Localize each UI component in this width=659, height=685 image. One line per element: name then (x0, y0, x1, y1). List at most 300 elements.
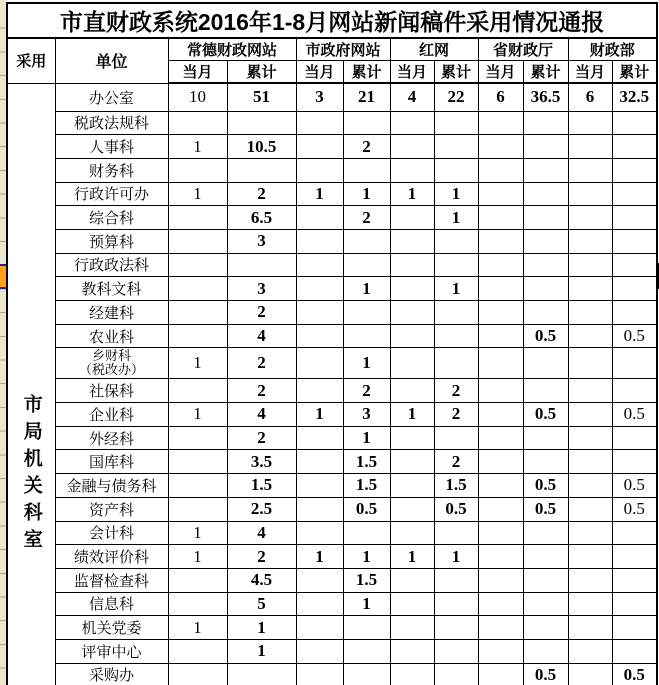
data-cell[interactable] (568, 663, 612, 685)
data-cell[interactable] (434, 229, 478, 253)
data-cell[interactable] (168, 206, 227, 230)
data-cell[interactable] (478, 182, 523, 206)
subheader-month[interactable]: 当月 (390, 61, 434, 84)
unit-cell[interactable]: 农业科 (55, 324, 168, 348)
data-cell[interactable] (612, 182, 657, 206)
data-cell[interactable] (478, 379, 523, 403)
data-cell[interactable] (523, 182, 568, 206)
column-header-unit[interactable]: 单位 (55, 38, 168, 83)
data-cell[interactable] (612, 639, 657, 663)
row-group-label: 市局机关科室 (20, 393, 42, 556)
data-cell[interactable] (390, 663, 434, 685)
data-cell[interactable] (478, 403, 523, 427)
data-cell[interactable]: 0.5 (612, 474, 657, 498)
data-cell[interactable] (390, 592, 434, 616)
unit-cell[interactable]: 办公室 (55, 83, 168, 111)
data-cell[interactable] (568, 229, 612, 253)
data-cell[interactable] (227, 253, 296, 277)
data-cell[interactable] (390, 324, 434, 348)
unit-cell[interactable]: 人事科 (55, 135, 168, 159)
data-cell[interactable] (478, 497, 523, 521)
data-cell[interactable] (523, 616, 568, 640)
data-cell[interactable] (390, 158, 434, 182)
data-cell[interactable] (168, 301, 227, 325)
data-cell[interactable] (434, 592, 478, 616)
data-cell[interactable] (296, 348, 343, 379)
data-cell[interactable] (168, 426, 227, 450)
data-cell[interactable] (478, 426, 523, 450)
data-cell[interactable]: 0.5 (612, 403, 657, 427)
data-cell[interactable] (296, 497, 343, 521)
data-cell[interactable] (523, 450, 568, 474)
data-cell[interactable] (568, 639, 612, 663)
data-cell[interactable] (434, 253, 478, 277)
data-cell[interactable] (296, 324, 343, 348)
unit-cell[interactable]: 采购办 (55, 663, 168, 685)
data-cell[interactable] (478, 616, 523, 640)
data-cell[interactable] (390, 521, 434, 545)
data-cell[interactable] (478, 450, 523, 474)
data-cell[interactable] (478, 229, 523, 253)
subheader-total[interactable]: 累计 (343, 61, 390, 84)
data-cell[interactable]: 2 (227, 426, 296, 450)
data-cell[interactable]: 0.5 (523, 497, 568, 521)
data-cell[interactable] (568, 497, 612, 521)
data-cell[interactable]: 6.5 (227, 206, 296, 230)
data-cell[interactable] (568, 301, 612, 325)
data-cell[interactable] (568, 277, 612, 301)
data-cell[interactable] (390, 277, 434, 301)
data-cell[interactable] (434, 301, 478, 325)
data-cell[interactable] (168, 592, 227, 616)
data-cell[interactable] (568, 450, 612, 474)
data-cell[interactable] (296, 277, 343, 301)
data-cell[interactable] (296, 253, 343, 277)
data-cell[interactable] (523, 592, 568, 616)
data-cell[interactable]: 4 (227, 324, 296, 348)
data-cell[interactable]: 1 (434, 206, 478, 230)
data-cell[interactable] (390, 253, 434, 277)
data-cell[interactable] (568, 403, 612, 427)
data-cell[interactable] (523, 426, 568, 450)
data-cell[interactable]: 21 (343, 83, 390, 111)
data-cell[interactable] (343, 663, 390, 685)
data-cell[interactable] (434, 158, 478, 182)
data-cell[interactable] (523, 229, 568, 253)
unit-cell[interactable]: 国库科 (55, 450, 168, 474)
data-cell[interactable] (296, 639, 343, 663)
data-cell[interactable] (434, 348, 478, 379)
data-cell[interactable] (227, 111, 296, 135)
unit-cell[interactable]: 监督检查科 (55, 568, 168, 592)
data-cell[interactable] (227, 158, 296, 182)
data-cell[interactable]: 0.5 (523, 474, 568, 498)
data-cell[interactable] (296, 592, 343, 616)
data-cell[interactable] (168, 111, 227, 135)
data-cell[interactable]: 1 (296, 545, 343, 569)
data-cell[interactable]: 0.5 (523, 663, 568, 685)
subheader-total[interactable]: 累计 (434, 61, 478, 84)
data-cell[interactable]: 3 (343, 403, 390, 427)
subheader-total[interactable]: 累计 (612, 61, 657, 84)
data-cell[interactable] (478, 111, 523, 135)
subheader-total[interactable]: 累计 (523, 61, 568, 84)
data-cell[interactable] (523, 379, 568, 403)
subheader-total[interactable]: 累计 (227, 61, 296, 84)
unit-cell[interactable]: 机关党委 (55, 616, 168, 640)
data-cell[interactable] (168, 474, 227, 498)
unit-cell[interactable]: 税政法规科 (55, 111, 168, 135)
table-row (7, 111, 657, 135)
data-cell[interactable] (612, 616, 657, 640)
data-cell[interactable] (296, 301, 343, 325)
data-cell[interactable] (296, 206, 343, 230)
data-cell[interactable] (523, 277, 568, 301)
data-cell[interactable] (568, 348, 612, 379)
group-header-provincial-finance-dept[interactable]: 省财政厅 (478, 38, 568, 61)
data-cell[interactable]: 10 (168, 83, 227, 111)
data-cell[interactable] (343, 301, 390, 325)
data-cell[interactable] (612, 111, 657, 135)
data-cell[interactable] (434, 639, 478, 663)
data-cell[interactable] (612, 521, 657, 545)
data-cell[interactable]: 0.5 (523, 324, 568, 348)
unit-cell[interactable]: 资产科 (55, 497, 168, 521)
data-cell[interactable] (612, 545, 657, 569)
group-header-ministry-of-finance[interactable]: 财政部 (568, 38, 657, 61)
unit-cell[interactable]: 信息科 (55, 592, 168, 616)
data-cell[interactable]: 6 (478, 83, 523, 111)
data-cell[interactable] (568, 182, 612, 206)
data-cell[interactable]: 2 (227, 379, 296, 403)
data-cell[interactable] (390, 474, 434, 498)
data-cell[interactable] (612, 301, 657, 325)
data-cell[interactable] (168, 229, 227, 253)
data-cell[interactable] (390, 229, 434, 253)
data-cell[interactable]: 2 (434, 403, 478, 427)
data-cell[interactable] (296, 135, 343, 159)
data-cell[interactable] (523, 521, 568, 545)
data-cell[interactable] (296, 111, 343, 135)
data-cell[interactable] (478, 253, 523, 277)
group-header-changde-finance-site[interactable]: 常德财政网站 (168, 38, 296, 61)
table-row (7, 158, 657, 182)
data-cell[interactable]: 1 (168, 182, 227, 206)
data-cell[interactable] (390, 426, 434, 450)
data-cell[interactable]: 1 (343, 592, 390, 616)
data-cell[interactable]: 1 (390, 182, 434, 206)
data-cell[interactable] (478, 206, 523, 230)
data-cell[interactable] (478, 324, 523, 348)
data-cell[interactable] (434, 663, 478, 685)
unit-cell[interactable]: 预算科 (55, 229, 168, 253)
data-cell[interactable] (343, 324, 390, 348)
data-cell[interactable] (343, 616, 390, 640)
data-cell[interactable]: 1 (168, 135, 227, 159)
data-cell[interactable] (434, 135, 478, 159)
data-cell[interactable] (168, 568, 227, 592)
data-cell[interactable]: 2 (434, 450, 478, 474)
data-cell[interactable] (168, 158, 227, 182)
data-cell[interactable]: 3 (227, 229, 296, 253)
subheader-month[interactable]: 当月 (296, 61, 343, 84)
data-cell[interactable] (612, 229, 657, 253)
data-cell[interactable] (168, 253, 227, 277)
data-cell[interactable]: 1 (296, 403, 343, 427)
data-cell[interactable] (343, 639, 390, 663)
data-cell[interactable] (523, 206, 568, 230)
unit-cell[interactable]: 外经科 (55, 426, 168, 450)
data-cell[interactable]: 2 (227, 348, 296, 379)
data-cell[interactable]: 51 (227, 83, 296, 111)
data-cell[interactable] (478, 663, 523, 685)
unit-cell[interactable]: 会计科 (55, 521, 168, 545)
data-cell[interactable]: 2.5 (227, 497, 296, 521)
data-cell[interactable] (612, 135, 657, 159)
data-cell[interactable] (296, 450, 343, 474)
data-cell[interactable] (168, 379, 227, 403)
data-cell[interactable]: 2 (227, 182, 296, 206)
data-cell[interactable]: 6 (568, 83, 612, 111)
data-cell[interactable] (390, 639, 434, 663)
data-cell[interactable] (523, 545, 568, 569)
data-cell[interactable] (343, 111, 390, 135)
row-group-cell[interactable] (7, 83, 55, 685)
data-cell[interactable] (568, 426, 612, 450)
report-table (6, 2, 658, 685)
subheader-month[interactable]: 当月 (478, 61, 523, 84)
data-cell[interactable] (568, 158, 612, 182)
data-cell[interactable]: 3.5 (227, 450, 296, 474)
data-cell[interactable]: 0.5 (612, 324, 657, 348)
data-cell[interactable] (478, 301, 523, 325)
data-cell[interactable] (390, 135, 434, 159)
data-cell[interactable] (568, 379, 612, 403)
data-cell[interactable]: 4 (227, 521, 296, 545)
unit-cell[interactable]: 金融与债务科 (55, 474, 168, 498)
data-cell[interactable]: 1 (390, 403, 434, 427)
data-cell[interactable]: 1 (390, 545, 434, 569)
data-cell[interactable]: 4 (390, 83, 434, 111)
data-cell[interactable] (568, 324, 612, 348)
data-cell[interactable]: 1 (434, 277, 478, 301)
data-cell[interactable] (612, 348, 657, 379)
data-cell[interactable]: 1 (168, 545, 227, 569)
data-cell[interactable]: 1.5 (434, 474, 478, 498)
data-cell[interactable]: 1 (343, 182, 390, 206)
data-cell[interactable]: 1.5 (343, 450, 390, 474)
data-cell[interactable] (568, 206, 612, 230)
data-cell[interactable]: 0.5 (612, 497, 657, 521)
data-cell[interactable] (568, 616, 612, 640)
data-cell[interactable] (523, 568, 568, 592)
data-cell[interactable] (612, 426, 657, 450)
column-header-adopted[interactable]: 采用 (7, 38, 55, 83)
data-cell[interactable] (568, 545, 612, 569)
data-cell[interactable] (168, 324, 227, 348)
data-cell[interactable] (390, 206, 434, 230)
data-cell[interactable]: 1.5 (343, 568, 390, 592)
data-cell[interactable] (390, 450, 434, 474)
data-cell[interactable] (612, 158, 657, 182)
data-cell[interactable]: 1 (168, 403, 227, 427)
data-cell[interactable] (168, 450, 227, 474)
data-cell[interactable]: 10.5 (227, 135, 296, 159)
data-cell[interactable]: 1 (227, 639, 296, 663)
subheader-month[interactable]: 当月 (168, 61, 227, 84)
data-cell[interactable] (296, 229, 343, 253)
data-cell[interactable]: 5 (227, 592, 296, 616)
data-cell[interactable] (296, 568, 343, 592)
data-cell[interactable] (168, 497, 227, 521)
data-cell[interactable] (296, 474, 343, 498)
data-cell[interactable] (568, 521, 612, 545)
data-cell[interactable] (390, 348, 434, 379)
data-cell[interactable] (390, 111, 434, 135)
data-cell[interactable] (343, 158, 390, 182)
data-cell[interactable] (390, 497, 434, 521)
data-cell[interactable] (478, 521, 523, 545)
data-cell[interactable] (478, 474, 523, 498)
table-row (7, 639, 657, 663)
data-cell[interactable] (478, 277, 523, 301)
data-cell[interactable] (478, 568, 523, 592)
data-cell[interactable] (612, 568, 657, 592)
data-cell[interactable] (612, 277, 657, 301)
data-cell[interactable] (523, 111, 568, 135)
data-cell[interactable] (523, 301, 568, 325)
data-cell[interactable] (523, 639, 568, 663)
data-cell[interactable]: 3 (296, 83, 343, 111)
data-cell[interactable] (568, 592, 612, 616)
unit-cell[interactable]: 教科文科 (55, 277, 168, 301)
data-cell[interactable] (478, 639, 523, 663)
data-cell[interactable] (478, 592, 523, 616)
data-cell[interactable]: 2 (343, 135, 390, 159)
unit-cell[interactable]: 乡财科 （税改办） (55, 348, 168, 379)
data-cell[interactable] (296, 426, 343, 450)
data-cell[interactable]: 32.5 (612, 83, 657, 111)
unit-cell[interactable]: 企业科 (55, 403, 168, 427)
data-cell[interactable] (478, 545, 523, 569)
data-cell[interactable]: 4.5 (227, 568, 296, 592)
subheader-month[interactable]: 当月 (568, 61, 612, 84)
data-cell[interactable] (612, 450, 657, 474)
data-cell[interactable]: 0.5 (523, 403, 568, 427)
data-cell[interactable] (296, 521, 343, 545)
data-cell[interactable]: 1 (343, 426, 390, 450)
data-cell[interactable]: 0.5 (434, 497, 478, 521)
data-cell[interactable] (296, 158, 343, 182)
data-cell[interactable] (523, 348, 568, 379)
table-row (7, 497, 657, 521)
data-cell[interactable] (168, 663, 227, 685)
data-cell[interactable]: 1 (343, 545, 390, 569)
table-row (7, 663, 657, 685)
data-cell[interactable] (168, 639, 227, 663)
data-cell[interactable] (612, 379, 657, 403)
data-cell[interactable]: 1 (434, 182, 478, 206)
data-cell[interactable] (434, 324, 478, 348)
data-cell[interactable] (434, 568, 478, 592)
data-cell[interactable] (434, 616, 478, 640)
data-cell[interactable] (523, 253, 568, 277)
data-cell[interactable]: 2 (227, 301, 296, 325)
unit-cell[interactable]: 综合科 (55, 206, 168, 230)
data-cell[interactable]: 4 (227, 403, 296, 427)
data-cell[interactable] (568, 474, 612, 498)
data-cell[interactable] (168, 277, 227, 301)
data-cell[interactable] (612, 253, 657, 277)
data-cell[interactable] (568, 568, 612, 592)
unit-cell[interactable]: 评审中心 (55, 639, 168, 663)
data-cell[interactable] (478, 135, 523, 159)
data-cell[interactable] (612, 206, 657, 230)
data-cell[interactable]: 2 (227, 545, 296, 569)
data-cell[interactable] (296, 379, 343, 403)
unit-cell[interactable]: 绩效评价科 (55, 545, 168, 569)
data-cell[interactable]: 1 (343, 277, 390, 301)
data-cell[interactable]: 1 (168, 348, 227, 379)
data-cell[interactable]: 1 (227, 616, 296, 640)
data-cell[interactable]: 1 (168, 616, 227, 640)
data-cell[interactable] (343, 253, 390, 277)
unit-cell[interactable]: 社保科 (55, 379, 168, 403)
data-cell[interactable]: 1 (343, 348, 390, 379)
unit-cell[interactable]: 行政政法科 (55, 253, 168, 277)
data-cell[interactable] (523, 158, 568, 182)
data-cell[interactable] (612, 592, 657, 616)
data-cell[interactable] (390, 301, 434, 325)
data-cell[interactable] (568, 253, 612, 277)
data-cell[interactable]: 22 (434, 83, 478, 111)
data-cell[interactable]: 2 (343, 206, 390, 230)
data-cell[interactable]: 0.5 (612, 663, 657, 685)
data-cell[interactable] (343, 521, 390, 545)
data-cell[interactable] (434, 426, 478, 450)
data-cell[interactable] (523, 135, 568, 159)
data-cell[interactable]: 2 (343, 379, 390, 403)
group-header-rednet[interactable]: 红网 (390, 38, 478, 61)
data-cell[interactable] (434, 111, 478, 135)
data-cell[interactable] (478, 158, 523, 182)
data-cell[interactable] (434, 521, 478, 545)
data-cell[interactable]: 3 (227, 277, 296, 301)
data-cell[interactable] (478, 348, 523, 379)
data-cell[interactable] (568, 135, 612, 159)
unit-cell[interactable]: 财务科 (55, 158, 168, 182)
data-cell[interactable] (390, 379, 434, 403)
data-cell[interactable] (227, 663, 296, 685)
data-cell[interactable] (568, 111, 612, 135)
data-cell[interactable]: 2 (434, 379, 478, 403)
data-cell[interactable]: 1 (168, 521, 227, 545)
data-cell[interactable] (296, 663, 343, 685)
data-cell[interactable]: 0.5 (343, 497, 390, 521)
data-cell[interactable]: 1 (296, 182, 343, 206)
data-cell[interactable] (296, 616, 343, 640)
data-cell[interactable]: 1.5 (343, 474, 390, 498)
unit-cell[interactable]: 行政许可办 (55, 182, 168, 206)
data-cell[interactable] (390, 616, 434, 640)
data-cell[interactable]: 1.5 (227, 474, 296, 498)
data-cell[interactable]: 1 (434, 545, 478, 569)
data-cell[interactable] (390, 568, 434, 592)
unit-cell[interactable]: 经建科 (55, 301, 168, 325)
group-header-city-gov-site[interactable]: 市政府网站 (296, 38, 390, 61)
data-cell[interactable] (343, 229, 390, 253)
data-cell[interactable]: 36.5 (523, 83, 568, 111)
